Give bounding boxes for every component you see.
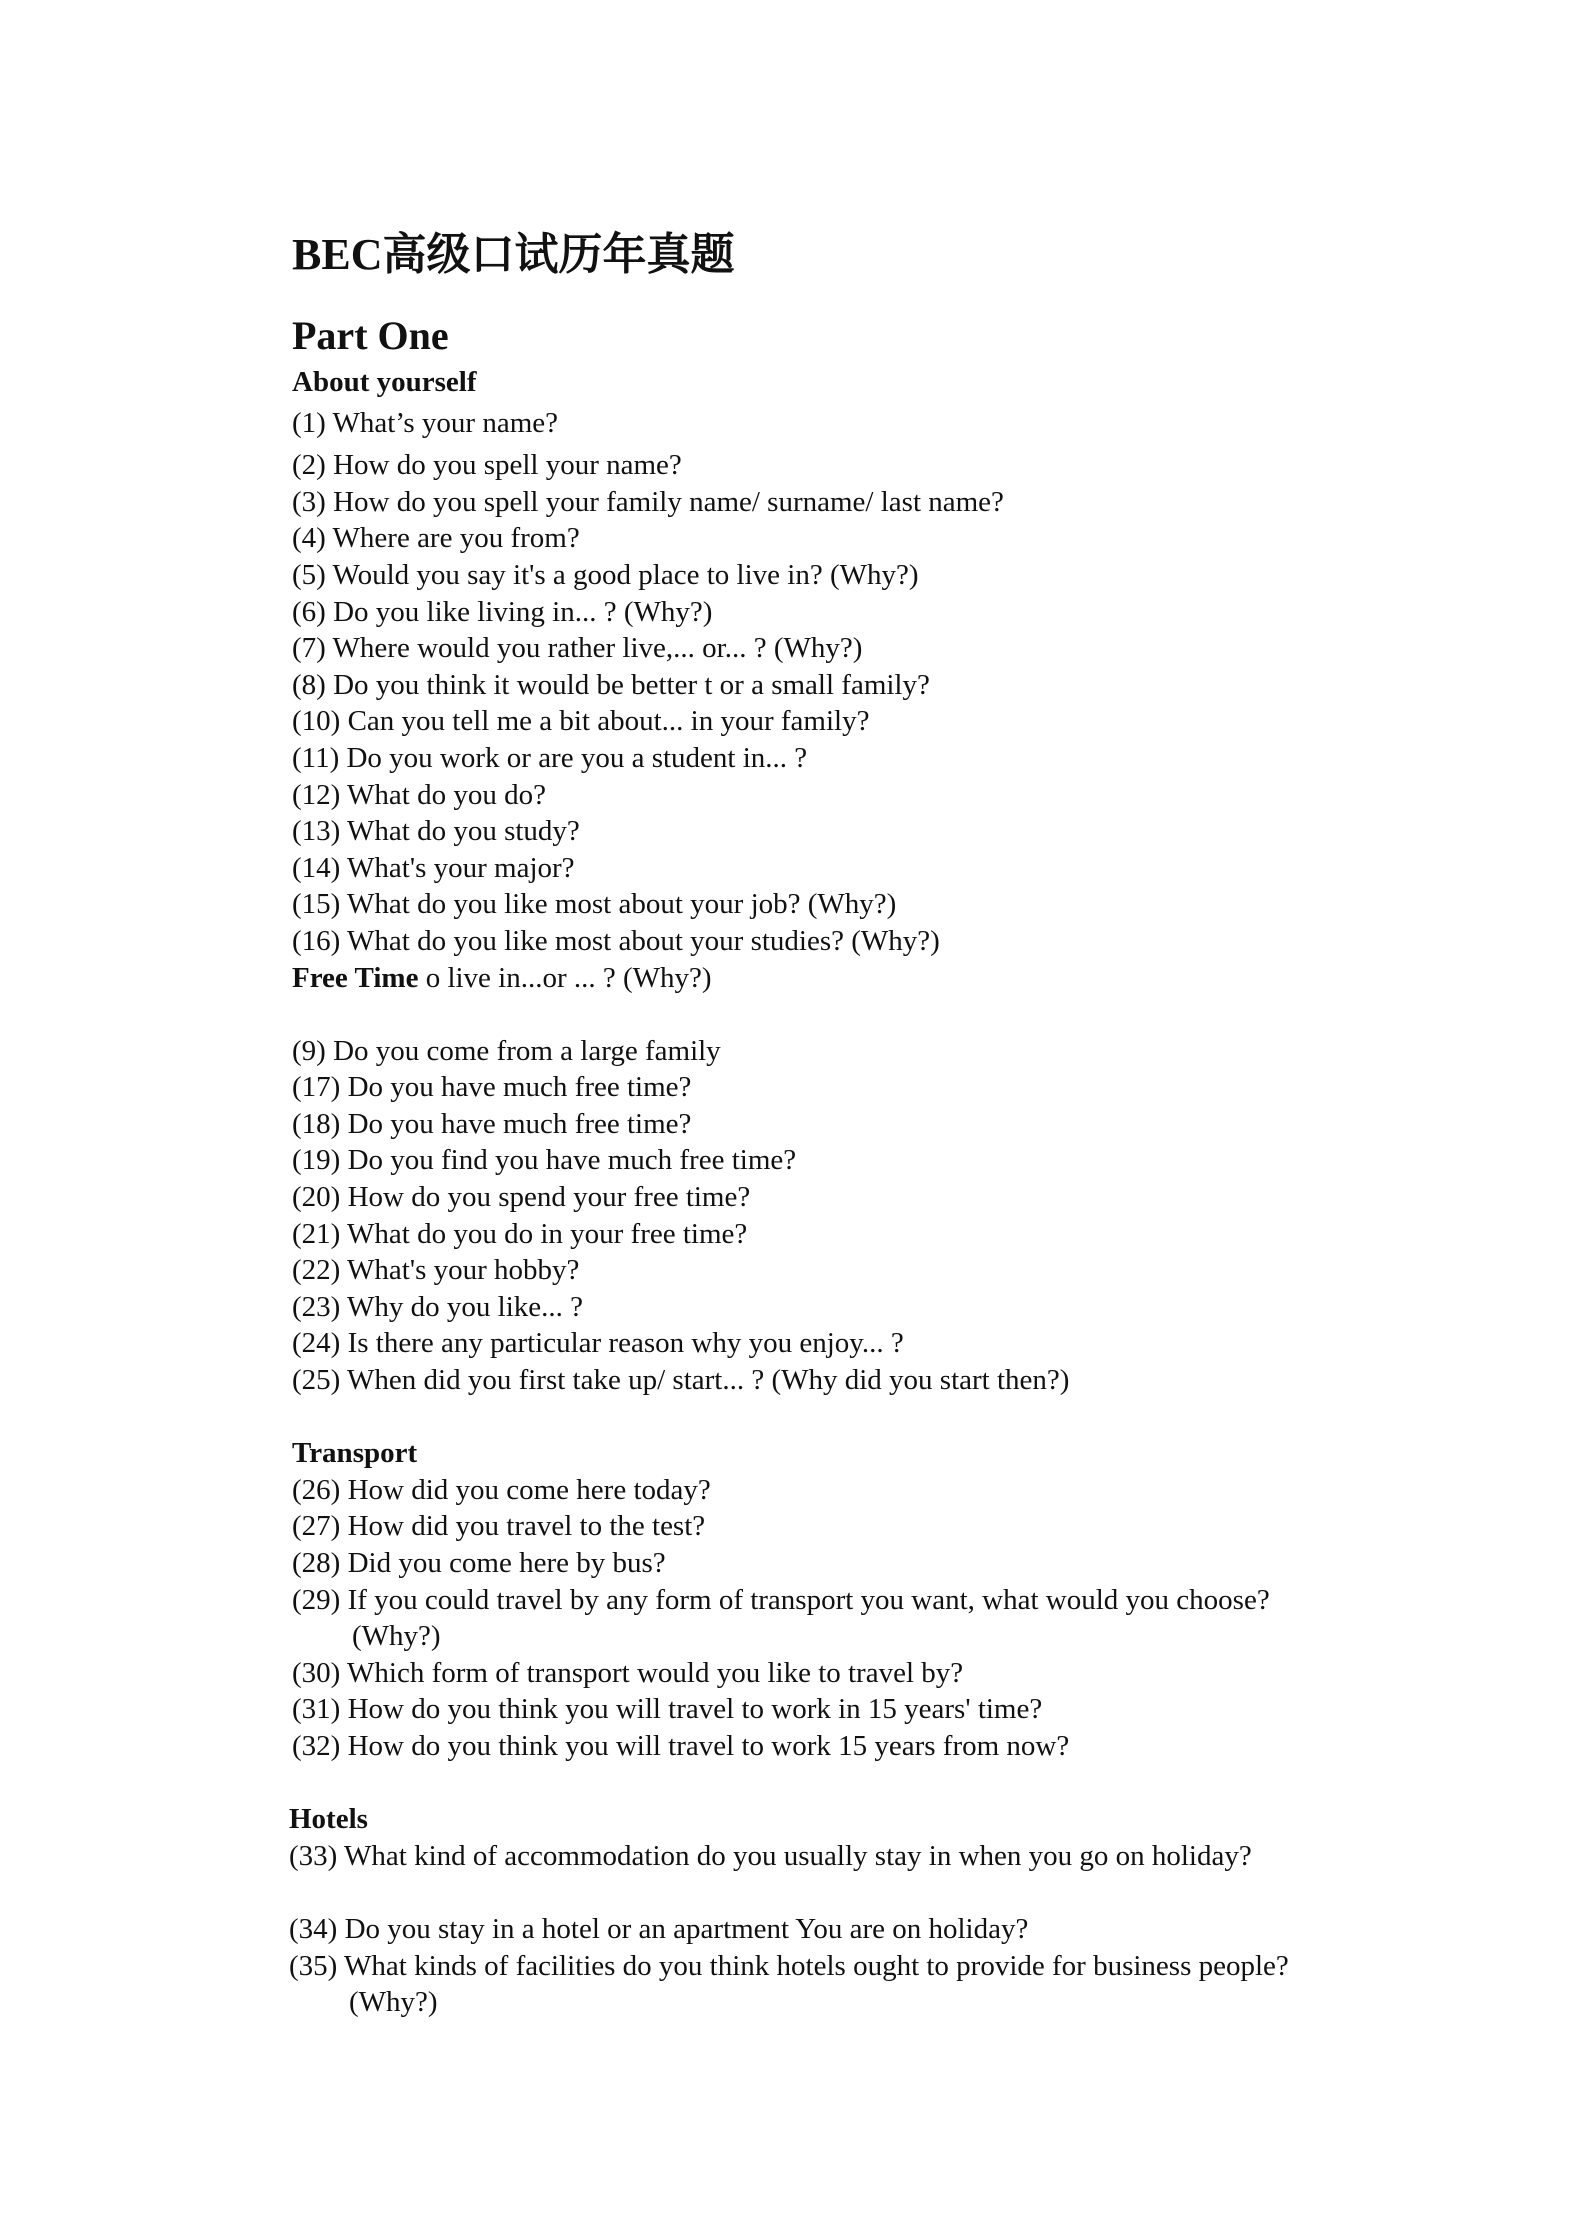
- part-title: Part One: [292, 313, 449, 358]
- question-item: (31) How do you think you will travel to work in 15 years' time?: [292, 1693, 1043, 1726]
- question-item: (32) How do you think you will travel to work 15 years from now?: [292, 1729, 1070, 1762]
- question-item: (9) Do you come from a large family: [292, 1034, 721, 1067]
- question-item: (13) What do you study?: [292, 815, 580, 848]
- section-about-yourself: [292, 364, 1352, 960]
- question-item: (7) Where would you rather live,... or... ? (Why?): [292, 632, 863, 665]
- question-item: (2) How do you spell your name?: [292, 449, 682, 482]
- document-title: BEC高级口试历年真题: [292, 230, 735, 279]
- section-heading: Hotels: [289, 1803, 368, 1836]
- question-item: (16) What do you like most about your studies? (Why?): [292, 924, 940, 957]
- question-item: (34) Do you stay in a hotel or an apartment You are on holiday?: [289, 1912, 1029, 1945]
- section-free-time: [292, 960, 1352, 1399]
- question-item: (18) Do you have much free time?: [292, 1107, 692, 1140]
- section-hotels: [289, 1801, 1352, 2021]
- question-item: (35) What kinds of facilities do you think hotels ought to provide for business people? (Why?): [289, 1949, 1289, 2019]
- section-heading: About yourself: [292, 366, 477, 398]
- question-item: (29) If you could travel by any form of transport you want, what would you choose? (Why?): [292, 1583, 1270, 1653]
- question-item: (6) Do you like living in... ? (Why?): [292, 595, 713, 628]
- question-item: (11) Do you work or are you a student in... ?: [292, 741, 808, 774]
- document-page: [289, 220, 1352, 2021]
- question-item: (14) What's your major?: [292, 851, 575, 884]
- question-item: (25) When did you first take up/ start... ? (Why did you start then?): [292, 1364, 1070, 1397]
- question-item: (30) Which form of transport would you like to travel by?: [292, 1656, 964, 1689]
- spacer: [292, 1399, 1352, 1436]
- question-item: (24) Is there any particular reason why you enjoy... ?: [292, 1327, 904, 1360]
- section-transport: [292, 1435, 1352, 1764]
- spacer: [292, 1765, 1352, 1802]
- question-item: (26) How did you come here today?: [292, 1473, 711, 1506]
- question-item: (15) What do you like most about your job? (Why?): [292, 888, 897, 921]
- question-item: (1) What’s your name?: [292, 406, 559, 439]
- question-item: (27) How did you travel to the test?: [292, 1510, 706, 1543]
- question-item: (28) Did you come here by bus?: [292, 1547, 666, 1579]
- question-item: (4) Where are you from?: [292, 522, 580, 555]
- spacer: [292, 996, 1352, 1033]
- question-item: (3) How do you spell your family name/ surname/ last name?: [292, 485, 1004, 518]
- question-item: (17) Do you have much free time?: [292, 1071, 692, 1104]
- question-item: (8) Do you think it would be better t or a small family?: [292, 668, 930, 701]
- question-item: (10) Can you tell me a bit about... in your family?: [292, 705, 870, 738]
- question-item: (12) What do you do?: [292, 778, 546, 811]
- question-item: (5) Would you say it's a good place to live in? (Why?): [292, 558, 919, 591]
- question-item: (23) Why do you like... ?: [292, 1290, 584, 1323]
- question-item: (33) What kind of accommodation do you usually stay in when you go on holiday?: [289, 1839, 1252, 1872]
- heading-tail-text: o live in...or ... ? (Why?): [418, 961, 712, 994]
- question-item: (22) What's your hobby?: [292, 1254, 580, 1287]
- question-item: (19) Do you find you have much free time?: [292, 1144, 797, 1177]
- free-time-heading-line: [292, 960, 1352, 997]
- question-item: (20) How do you spend your free time?: [292, 1181, 751, 1214]
- section-heading: Free Time: [292, 961, 419, 994]
- question-item: (21) What do you do in your free time?: [292, 1217, 748, 1250]
- section-heading: Transport: [292, 1437, 418, 1470]
